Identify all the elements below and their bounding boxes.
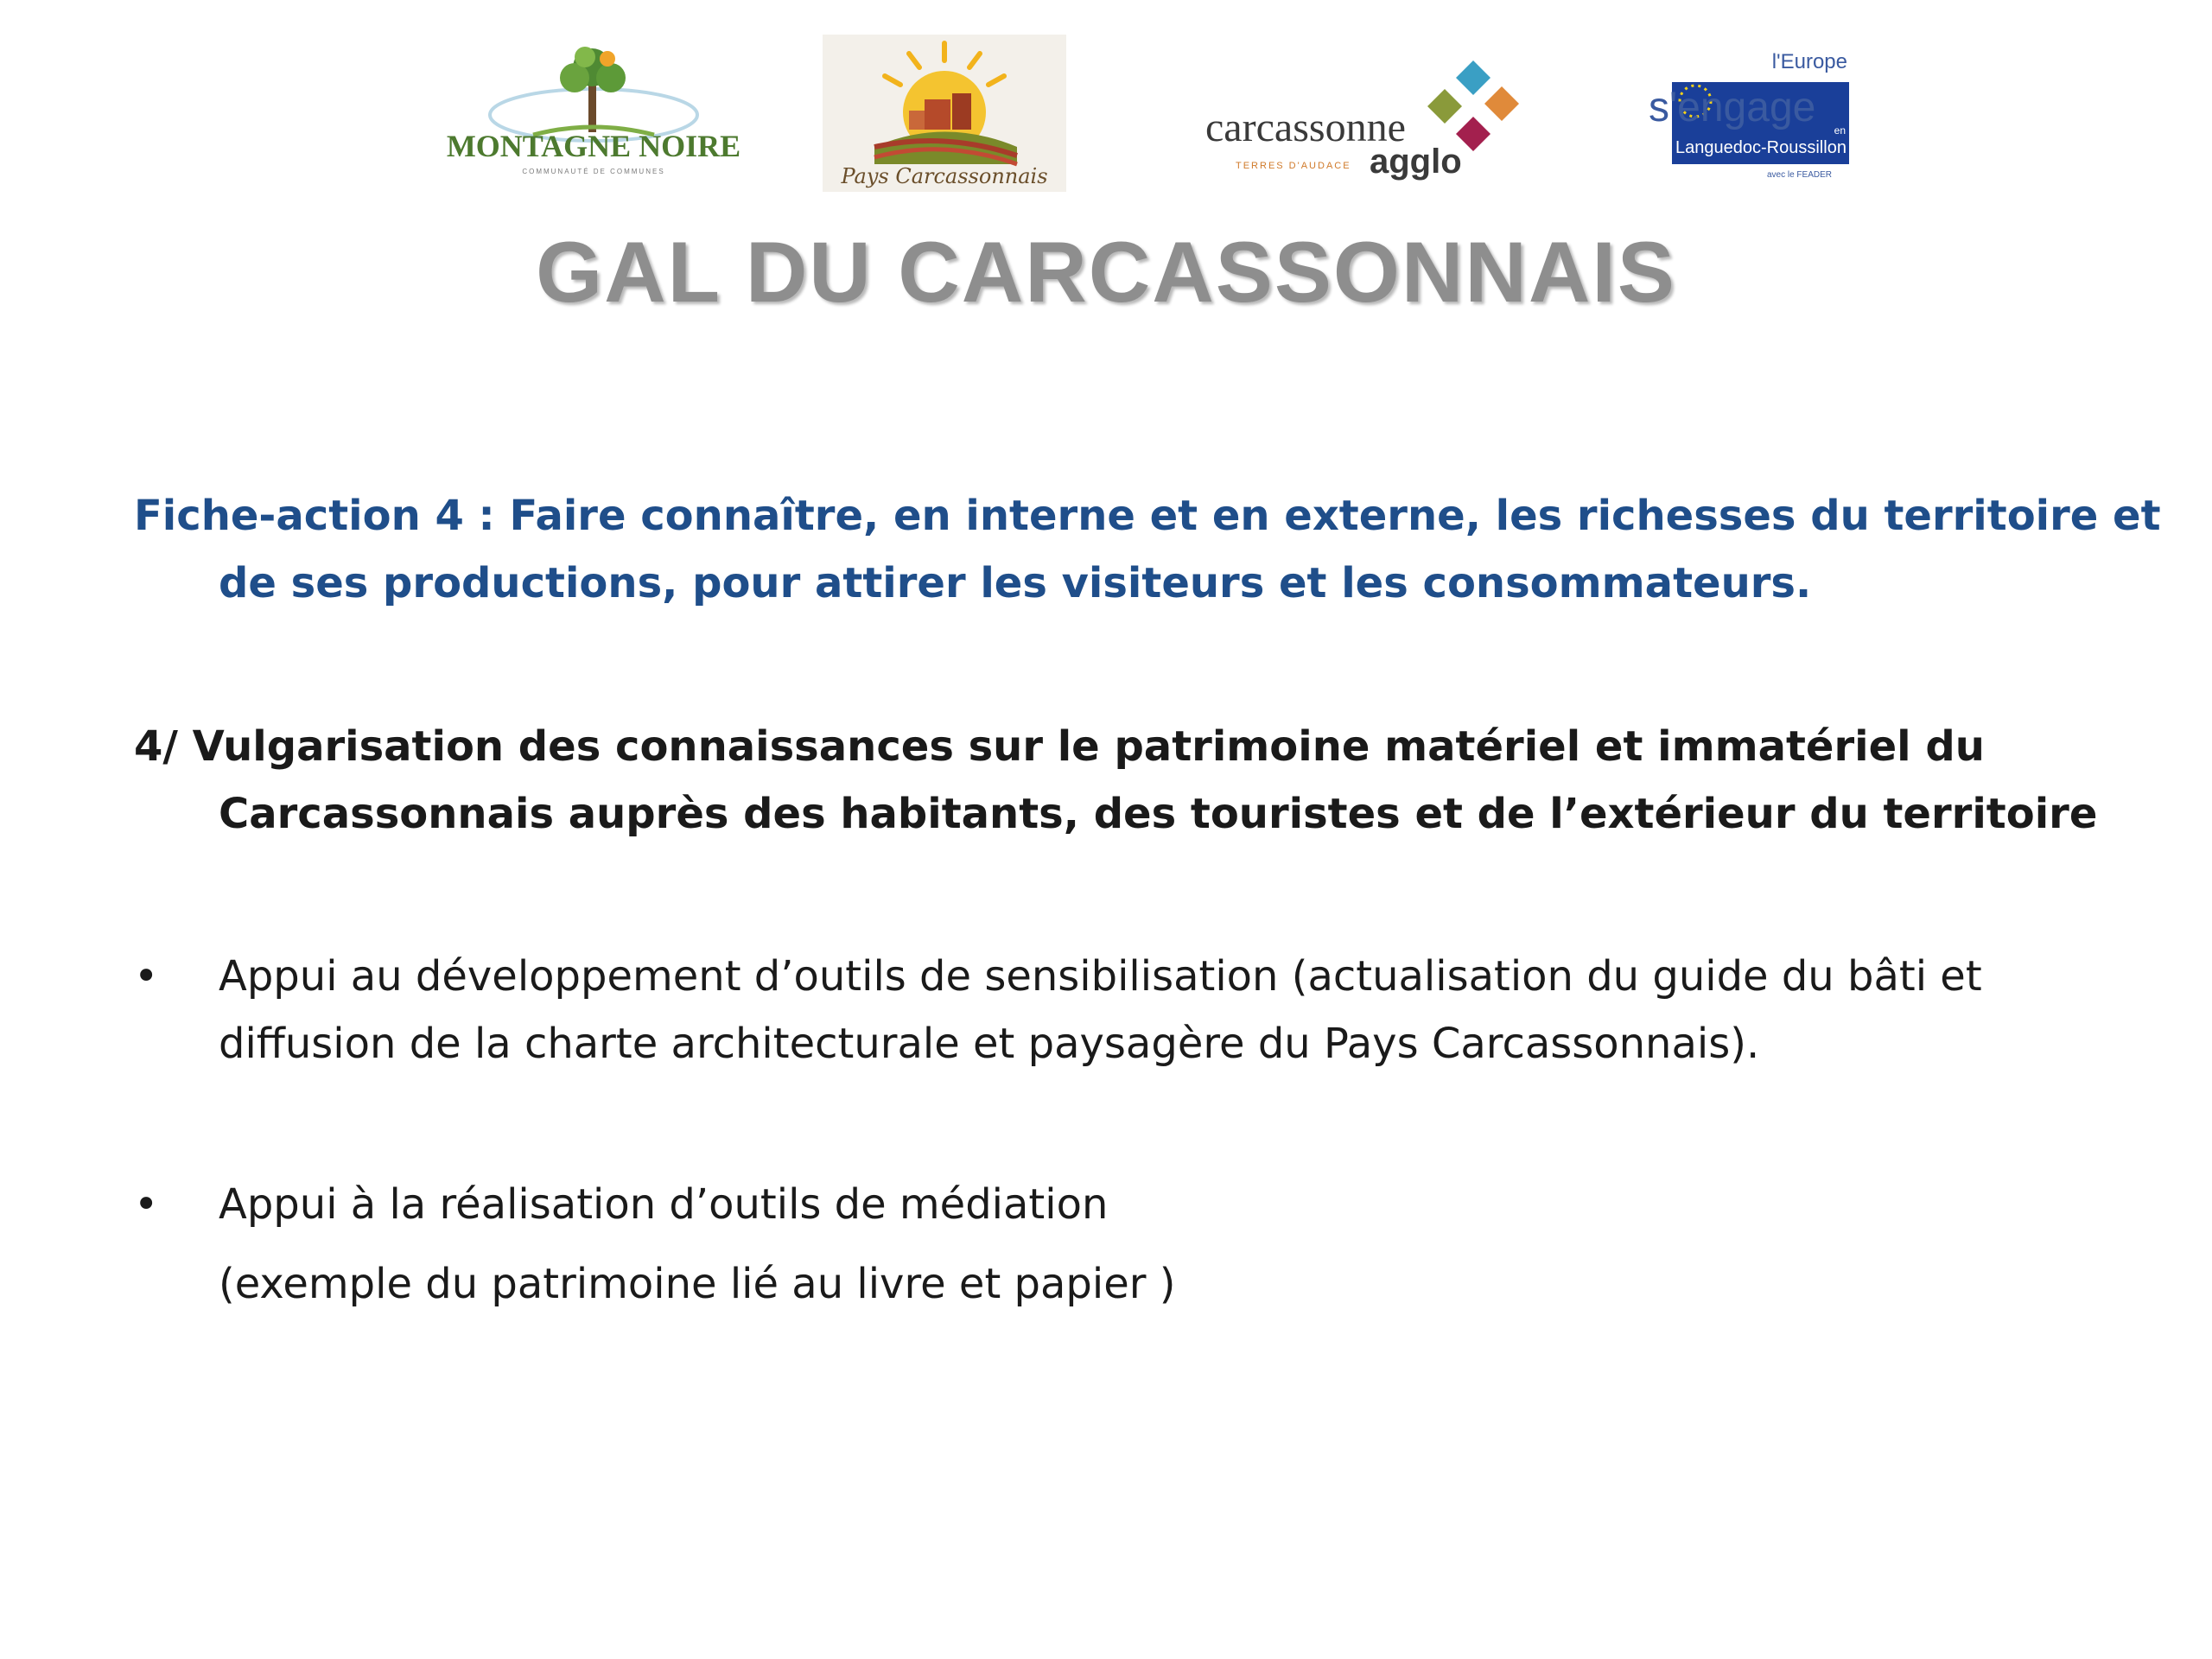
bullet-item	[134, 943, 2113, 1077]
tree-icon	[446, 33, 741, 184]
svg-text:COMMUNAUTÉ DE COMMUNES: COMMUNAUTÉ DE COMMUNES	[522, 168, 665, 175]
svg-text:Pays Carcassonnais: Pays Carcassonnais	[841, 164, 1048, 188]
svg-text:carcassonne: carcassonne	[1205, 105, 1406, 150]
svg-text:agglo: agglo	[1370, 143, 1462, 181]
logo-montagne-noire	[446, 33, 741, 184]
svg-text:TERRES D'AUDACE: TERRES D'AUDACE	[1236, 161, 1351, 171]
bullet-subtext: (exemple du patrimoine lié au livre et papier )	[219, 1260, 1176, 1308]
svg-text:en: en	[1834, 124, 1846, 137]
slide-title: GAL DU CARCASSONNAIS	[536, 224, 1676, 320]
bullet-text: Appui au développement d’outils de sensibilisation (actualisation du guide du bâti et diffusion de la charte architecturale et paysagère du Pays Carcassonnais).	[219, 952, 1982, 1068]
svg-text:MONTAGNE NOIRE: MONTAGNE NOIRE	[446, 129, 741, 163]
sun-village-icon	[823, 35, 1066, 192]
svg-text:s'engage: s'engage	[1649, 85, 1816, 130]
svg-text:l'Europe: l'Europe	[1771, 50, 1847, 73]
bullet-text	[219, 1171, 2113, 1318]
eu-stars-icon	[1642, 48, 1858, 181]
svg-text:avec le FEADER: avec le FEADER	[1766, 170, 1832, 180]
diamond-cluster-icon	[1201, 60, 1529, 186]
bullet-main-text: Appui à la réalisation d’outils de médiation	[219, 1180, 1109, 1229]
svg-text:Languedoc-Roussillon: Languedoc-Roussillon	[1675, 138, 1847, 157]
logo-europe-engage	[1642, 48, 1858, 181]
bullet-marker: •	[134, 952, 159, 1001]
bullet-item	[134, 1171, 2113, 1318]
section-heading: 4/ Vulgarisation des connaissances sur le patrimoine matériel et immatériel du Carcassonnais auprès des habitants, des touristes et de l’extérieur du territoire	[134, 722, 2098, 838]
logo-carcassonne-agglo	[1201, 60, 1529, 186]
fiche-action-heading: Fiche-action 4 : Faire connaître, en interne et en externe, les richesses du territoire et de ses productions, pour attirer les visiteurs et les consommateurs.	[134, 492, 2161, 607]
bullet-marker: •	[134, 1180, 159, 1229]
logo-pays-carcassonnais	[823, 35, 1066, 192]
